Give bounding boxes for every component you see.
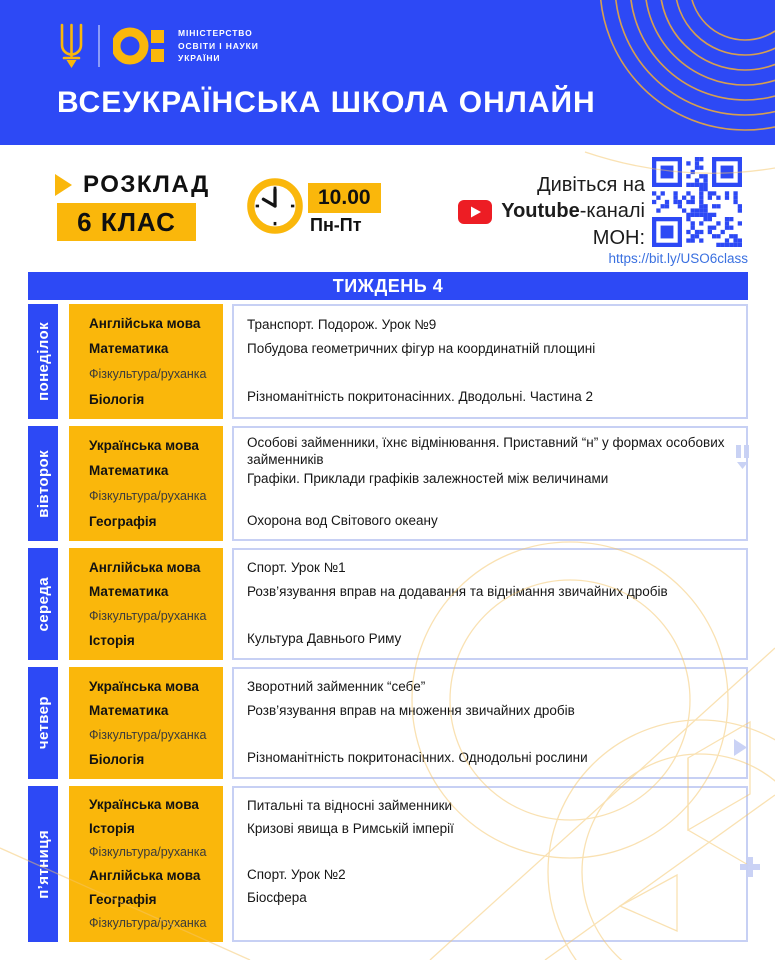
- lesson-text: [234, 362, 746, 386]
- subject-label: Англійська мова: [89, 559, 201, 575]
- logo-divider: [98, 25, 100, 67]
- lessons-column: [232, 426, 748, 541]
- lesson-text: Транспорт. Подорож. Урок №9: [247, 316, 437, 332]
- lesson-text: [234, 723, 746, 747]
- clock-icon: [246, 177, 304, 235]
- lesson-text: Питальні та відносні займенники: [247, 798, 453, 814]
- subjects-column: [69, 667, 223, 779]
- youtube-callout: [458, 172, 645, 251]
- subjects-column: [69, 304, 223, 419]
- arrow-right-icon: [55, 174, 72, 196]
- lesson-text: Кризові явища в Римській імперії: [247, 821, 454, 837]
- decorative-arcs: [545, 0, 775, 145]
- subject-label: Історія: [89, 820, 135, 836]
- lessons-column: [232, 304, 748, 419]
- subject-label: Біологія: [89, 752, 145, 768]
- watch-line-3: МОН:: [592, 226, 645, 249]
- subject-label: Фізкультура/руханка: [89, 489, 207, 504]
- day-row: [28, 786, 748, 942]
- youtube-icon: [458, 200, 492, 224]
- subject-label: Фізкультура/руханка: [89, 367, 207, 382]
- lessons-column: [232, 667, 748, 779]
- lesson-text: Зворотний займенник “себе”: [247, 679, 426, 695]
- days-range: Пн-Пт: [310, 215, 362, 235]
- schedule-table: [28, 304, 748, 942]
- qr-link[interactable]: https://bit.ly/USO6class: [608, 251, 748, 266]
- week-banner: ТИЖДЕНЬ 4: [28, 272, 748, 300]
- subject-label: Англійська мова: [89, 868, 201, 884]
- subjects-column: [69, 786, 223, 942]
- subject-label: Математика: [89, 341, 169, 357]
- subject-label: Математика: [89, 463, 169, 479]
- day-label: середа: [34, 576, 52, 632]
- lesson-text: Спорт. Урок №2: [247, 867, 346, 883]
- day-label: понеділок: [34, 322, 52, 401]
- day-cell: [28, 426, 58, 541]
- lesson-text: Графіки. Приклади графіків залежностей між величинами: [247, 470, 609, 486]
- lesson-text: [234, 910, 746, 933]
- day-cell: [28, 786, 58, 942]
- subject-label: Фізкультура/руханка: [89, 728, 207, 743]
- subject-label: Математика: [89, 584, 169, 600]
- lessons-column: [232, 786, 748, 942]
- subject-label: Біологія: [89, 391, 145, 407]
- subject-label: Математика: [89, 703, 169, 719]
- lesson-text: Розв’язування вправ на множення звичайних дробів: [247, 702, 575, 718]
- header-banner: [0, 0, 775, 145]
- subject-label: Українська мова: [89, 438, 199, 454]
- lessons-column: [232, 548, 748, 660]
- day-row: [28, 426, 748, 541]
- subject-label: Англійська мова: [89, 316, 201, 332]
- watch-line-1: Дивіться на: [537, 174, 645, 196]
- lesson-text: Різноманітність покритонасінних. Дводольні. Частина 2: [247, 389, 594, 405]
- subject-label: Українська мова: [89, 678, 199, 694]
- day-cell: [28, 548, 58, 660]
- ministry-line: ОСВІТИ І НАУКИ: [178, 40, 259, 51]
- subject-label: Географія: [89, 891, 157, 907]
- page-title: ВСЕУКРАЇНСЬКА ШКОЛА ОНЛАЙН: [57, 86, 596, 119]
- time-badge: 10.00: [308, 183, 381, 213]
- lesson-text: [234, 841, 746, 864]
- subjects-column: [69, 548, 223, 660]
- day-label: четвер: [34, 696, 52, 750]
- lesson-text: Культура Давнього Риму: [247, 630, 402, 646]
- day-row: [28, 304, 748, 419]
- day-label: п’ятниця: [34, 829, 52, 899]
- lesson-text: Біосфера: [247, 890, 307, 906]
- watch-youtube-word: Youtube-каналі: [501, 200, 645, 223]
- schedule-heading: [55, 171, 210, 199]
- day-row: [28, 667, 748, 779]
- day-cell: [28, 667, 58, 779]
- subject-label: Географія: [89, 513, 157, 529]
- class-badge: 6 КЛАС: [57, 203, 196, 241]
- info-section: [0, 145, 775, 268]
- lesson-text: Спорт. Урок №1: [247, 560, 346, 576]
- day-row: [28, 548, 748, 660]
- lesson-text: Побудова геометричних фігур на координатній площині: [247, 340, 596, 356]
- ministry-line: МІНІСТЕРСТВО: [178, 27, 253, 38]
- subject-label: Фізкультура/руханка: [89, 845, 207, 860]
- lesson-text: [234, 490, 746, 511]
- watch-line-2: [458, 198, 645, 224]
- subjects-column: [69, 426, 223, 541]
- subject-label: Фізкультура/руханка: [89, 609, 207, 624]
- schedule-label: РОЗКЛАД: [83, 171, 210, 198]
- ministry-line: УКРАЇНИ: [178, 53, 221, 64]
- trident-icon: [58, 22, 85, 70]
- day-label: вівторок: [34, 449, 52, 518]
- lesson-text: Охорона вод Світового океану: [247, 513, 438, 529]
- subject-label: Історія: [89, 633, 135, 649]
- lesson-text: Різноманітність покритонасінних. Однодольні рослини: [247, 749, 588, 765]
- lesson-text: Особові займенники, їхнє відмінювання. Приставний “н” у формах особових займенників: [247, 435, 725, 467]
- subject-label: Українська мова: [89, 797, 199, 813]
- ministry-logo: [58, 22, 259, 70]
- qr-code: [652, 157, 742, 247]
- day-cell: [28, 304, 58, 419]
- lesson-text: Розв’язування вправ на додавання та віднімання звичайних дробів: [247, 583, 668, 599]
- mon-logo-icon: [113, 26, 165, 66]
- subject-label: Фізкультура/руханка: [89, 916, 207, 931]
- lesson-text: [234, 604, 746, 628]
- ministry-name: [178, 27, 259, 65]
